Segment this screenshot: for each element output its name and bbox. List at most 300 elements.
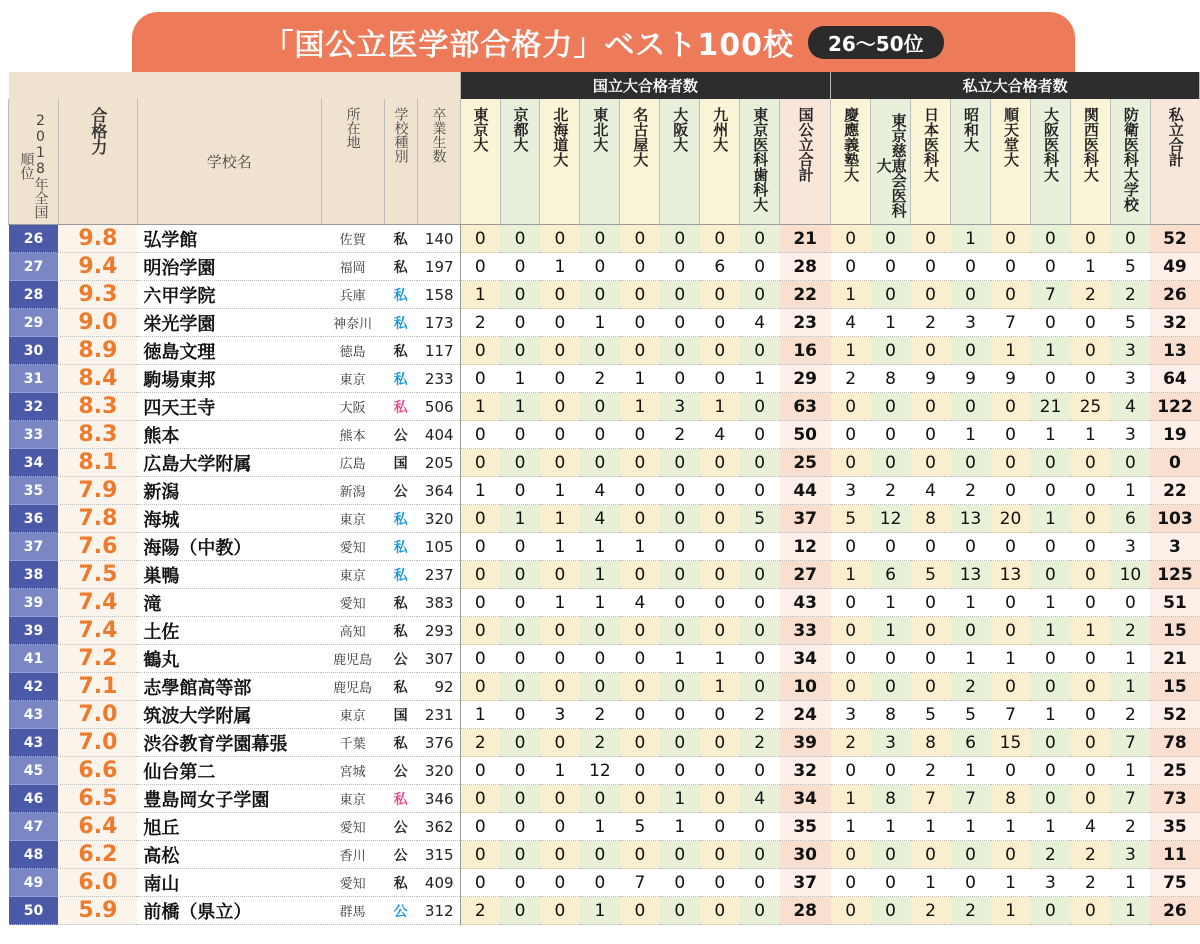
private-count-cell: 0 <box>871 337 911 365</box>
private-count-cell: 0 <box>911 393 951 421</box>
national-count-cell: 0 <box>460 253 500 281</box>
private-count-cell: 0 <box>1070 449 1110 477</box>
private-group-header: 私立大合格者数 <box>831 72 1200 99</box>
national-count-cell: 7 <box>620 869 660 897</box>
graduates-cell: 233 <box>417 365 460 393</box>
national-total-cell: 30 <box>780 841 831 869</box>
national-count-cell: 1 <box>660 813 700 841</box>
national-count-cell: 0 <box>740 253 780 281</box>
national-count-cell: 0 <box>740 281 780 309</box>
private-count-cell: 0 <box>871 841 911 869</box>
school-type-cell: 私 <box>393 399 408 416</box>
prefecture-cell: 東京 <box>339 569 366 584</box>
private-count-cell: 1 <box>1030 337 1070 365</box>
national-count-cell: 2 <box>460 897 500 925</box>
private-count-cell: 0 <box>1070 757 1110 785</box>
rank-cell: 30 <box>9 337 59 365</box>
private-count-cell: 0 <box>1110 449 1150 477</box>
graduates-cell: 383 <box>417 589 460 617</box>
univ-header: 順天堂大 <box>991 99 1031 225</box>
univ-header: 東北大 <box>580 99 620 225</box>
private-count-cell: 0 <box>871 393 911 421</box>
prefecture-cell: 福岡 <box>321 253 384 281</box>
private-count-cell: 5 <box>831 505 871 533</box>
private-count-cell: 0 <box>911 449 951 477</box>
private-count-cell: 0 <box>831 673 871 701</box>
score-cell: 9.3 <box>58 281 137 309</box>
national-count-cell: 2 <box>740 729 780 757</box>
rank-cell: 42 <box>9 673 59 701</box>
private-count-cell: 1 <box>951 813 991 841</box>
score-cell: 9.4 <box>58 253 137 281</box>
national-count-cell: 0 <box>700 841 740 869</box>
rank-cell: 28 <box>9 281 59 309</box>
private-total-cell: 122 <box>1150 393 1199 421</box>
national-count-cell: 0 <box>700 337 740 365</box>
prefecture-cell: 愛知 <box>321 533 384 561</box>
private-count-cell: 1 <box>951 757 991 785</box>
private-total-cell: 21 <box>1150 645 1199 673</box>
national-count-cell: 0 <box>460 757 500 785</box>
private-count-cell: 0 <box>911 337 951 365</box>
national-count-cell: 0 <box>660 673 700 701</box>
private-count-cell: 0 <box>831 533 871 561</box>
private-total-header: 私立合計 <box>1150 99 1199 225</box>
national-count-cell: 0 <box>620 897 660 925</box>
school-type-cell: 私 <box>384 869 417 897</box>
school-type-cell: 私 <box>393 623 408 640</box>
national-count-cell: 0 <box>660 701 700 729</box>
private-count-cell: 3 <box>871 729 911 757</box>
private-total-cell: 52 <box>1150 701 1199 729</box>
private-total-cell: 64 <box>1150 365 1199 393</box>
school-name: 旭丘 <box>137 813 321 841</box>
private-count-cell: 0 <box>991 533 1031 561</box>
private-count-cell: 1 <box>991 813 1031 841</box>
national-count-cell: 0 <box>500 281 540 309</box>
school-name: 弘学館 <box>143 229 198 251</box>
school-header: 学校名 <box>137 99 321 225</box>
school-type-cell: 国 <box>393 455 408 472</box>
national-count-cell: 0 <box>700 449 740 477</box>
private-count-cell: 0 <box>911 645 951 673</box>
national-count-cell: 0 <box>580 449 620 477</box>
rank-header: 2018年全国順位 <box>9 99 59 225</box>
private-count-cell: 0 <box>911 673 951 701</box>
score-cell: 8.9 <box>58 337 137 365</box>
private-count-cell: 0 <box>991 281 1031 309</box>
rank-cell: 45 <box>9 757 59 785</box>
graduates-cell: 237 <box>417 561 460 589</box>
table-row <box>9 561 1200 589</box>
private-total-cell: 78 <box>1150 729 1199 757</box>
national-count-cell: 0 <box>660 477 700 505</box>
national-count-cell: 1 <box>500 393 540 421</box>
univ-header: 京都大 <box>500 99 540 225</box>
table-row <box>9 281 1200 309</box>
national-count-cell: 0 <box>540 281 580 309</box>
national-count-cell: 0 <box>620 477 660 505</box>
national-total-header: 国公立合計 <box>780 99 831 225</box>
school-name: 前橋（県立） <box>143 901 252 923</box>
rank-cell: 41 <box>9 645 59 673</box>
prefecture-cell: 佐賀 <box>339 233 366 248</box>
private-count-cell: 8 <box>911 505 951 533</box>
private-count-cell: 0 <box>831 897 871 925</box>
national-count-cell: 0 <box>660 729 700 757</box>
national-count-cell: 1 <box>460 393 500 421</box>
school-name: 渋谷教育学園幕張 <box>143 733 288 755</box>
table-row <box>9 449 1200 477</box>
school-name: 六甲学院 <box>143 285 216 307</box>
national-count-cell: 0 <box>700 309 740 337</box>
private-count-cell: 0 <box>951 281 991 309</box>
private-count-cell: 0 <box>911 421 951 449</box>
score-header: 合格力 <box>58 99 137 225</box>
private-total-cell: 3 <box>1150 533 1199 561</box>
national-count-cell: 1 <box>580 533 620 561</box>
table-row <box>9 757 1200 785</box>
national-count-cell: 1 <box>580 589 620 617</box>
national-count-cell: 0 <box>580 673 620 701</box>
national-count-cell: 0 <box>740 449 780 477</box>
national-total-cell: 33 <box>780 617 831 645</box>
national-total-cell: 43 <box>780 589 831 617</box>
private-count-cell: 8 <box>871 701 911 729</box>
score-cell: 7.6 <box>58 533 137 561</box>
title-banner <box>132 12 1075 72</box>
score-cell: 8.1 <box>58 449 137 477</box>
private-count-cell: 1 <box>1030 421 1070 449</box>
table-row <box>9 897 1200 925</box>
school-name: 鶴丸 <box>137 645 321 673</box>
national-count-cell: 0 <box>660 365 700 393</box>
prefecture-cell: 千葉 <box>339 737 366 752</box>
national-count-cell: 0 <box>460 225 500 253</box>
national-count-cell: 0 <box>740 561 780 589</box>
private-count-cell: 7 <box>1110 785 1150 813</box>
univ-header: 日本医科大 <box>911 99 951 225</box>
univ-header: 防衛医科大学校 <box>1110 99 1150 225</box>
private-count-cell: 15 <box>991 729 1031 757</box>
private-count-cell: 0 <box>1070 897 1110 925</box>
private-count-cell: 3 <box>831 701 871 729</box>
private-count-cell: 1 <box>831 281 871 309</box>
school-name: 栄光学園 <box>137 309 321 337</box>
private-count-cell: 2 <box>1110 701 1150 729</box>
private-count-cell: 0 <box>1030 645 1070 673</box>
national-count-cell: 0 <box>500 589 540 617</box>
rank-cell: 43 <box>9 729 59 757</box>
graduates-cell: 362 <box>417 813 460 841</box>
private-total-cell: 26 <box>1150 897 1199 925</box>
national-count-cell: 0 <box>620 505 660 533</box>
national-count-cell: 1 <box>620 533 660 561</box>
private-total-cell: 19 <box>1150 421 1199 449</box>
private-count-cell: 1 <box>1110 869 1150 897</box>
national-count-cell: 0 <box>460 813 500 841</box>
national-count-cell: 0 <box>740 477 780 505</box>
national-count-cell: 0 <box>540 365 580 393</box>
private-count-cell: 2 <box>1030 841 1070 869</box>
national-count-cell: 0 <box>460 589 500 617</box>
national-group-header: 国立大合格者数 <box>460 72 831 99</box>
private-count-cell: 0 <box>871 673 911 701</box>
table-row <box>9 589 1200 617</box>
private-count-cell: 0 <box>1110 589 1150 617</box>
private-count-cell: 5 <box>1110 309 1150 337</box>
private-count-cell: 0 <box>871 225 911 253</box>
score-cell: 7.4 <box>58 617 137 645</box>
national-count-cell: 0 <box>660 505 700 533</box>
private-count-cell: 1 <box>1110 477 1150 505</box>
school-name: 豊島岡女子学園 <box>143 789 270 811</box>
private-count-cell: 4 <box>831 309 871 337</box>
national-count-cell: 2 <box>660 421 700 449</box>
grad-header: 卒業生数 <box>417 99 460 225</box>
national-count-cell: 0 <box>460 533 500 561</box>
private-count-cell: 1 <box>1070 421 1110 449</box>
private-count-cell: 0 <box>951 393 991 421</box>
private-count-cell: 0 <box>1030 897 1070 925</box>
national-count-cell: 0 <box>500 253 540 281</box>
private-count-cell: 8 <box>871 365 911 393</box>
private-count-cell: 1 <box>1030 617 1070 645</box>
national-total-cell: 22 <box>780 281 831 309</box>
univ-header: 慶應義塾大 <box>831 99 871 225</box>
national-count-cell: 0 <box>500 477 540 505</box>
national-count-cell: 0 <box>620 701 660 729</box>
private-count-cell: 3 <box>1110 841 1150 869</box>
private-count-cell: 0 <box>951 869 991 897</box>
rank-cell: 39 <box>9 589 59 617</box>
national-count-cell: 0 <box>700 897 740 925</box>
national-count-cell: 0 <box>740 225 780 253</box>
private-count-cell: 1 <box>1070 617 1110 645</box>
graduates-cell: 117 <box>417 337 460 365</box>
school-type-cell: 公 <box>384 477 417 505</box>
national-count-cell: 0 <box>740 757 780 785</box>
private-count-cell: 13 <box>951 505 991 533</box>
private-count-cell: 6 <box>1110 505 1150 533</box>
private-count-cell: 0 <box>911 617 951 645</box>
private-count-cell: 2 <box>831 365 871 393</box>
table-row <box>9 617 1200 645</box>
private-count-cell: 0 <box>911 253 951 281</box>
school-type-cell: 私 <box>384 533 417 561</box>
national-count-cell: 0 <box>460 673 500 701</box>
school-name: 四天王寺 <box>143 397 216 419</box>
national-count-cell: 1 <box>500 365 540 393</box>
score-cell: 8.3 <box>58 393 137 421</box>
national-count-cell: 3 <box>660 393 700 421</box>
graduates-cell: 320 <box>417 505 460 533</box>
private-count-cell: 1 <box>871 309 911 337</box>
national-count-cell: 0 <box>740 673 780 701</box>
private-count-cell: 1 <box>951 225 991 253</box>
national-count-cell: 6 <box>700 253 740 281</box>
prefecture-cell: 広島 <box>339 457 366 472</box>
school-type-cell: 公 <box>384 813 417 841</box>
private-count-cell: 0 <box>831 393 871 421</box>
national-count-cell: 0 <box>540 617 580 645</box>
national-count-cell: 0 <box>620 617 660 645</box>
univ-header: 東京慈恵会医科大 <box>871 99 911 225</box>
private-total-cell: 32 <box>1150 309 1199 337</box>
national-count-cell: 0 <box>620 561 660 589</box>
table-row <box>9 841 1200 869</box>
school-type-cell: 公 <box>384 645 417 673</box>
school-type-cell: 私 <box>393 735 408 752</box>
private-total-cell: 49 <box>1150 253 1199 281</box>
univ-header: 名古屋大 <box>620 99 660 225</box>
private-count-cell: 0 <box>831 841 871 869</box>
private-count-cell: 0 <box>951 533 991 561</box>
private-count-cell: 13 <box>951 561 991 589</box>
prefecture-cell: 東京 <box>339 513 366 528</box>
private-count-cell: 1 <box>831 337 871 365</box>
private-count-cell: 0 <box>1070 477 1110 505</box>
graduates-cell: 105 <box>417 533 460 561</box>
private-count-cell: 0 <box>991 421 1031 449</box>
national-count-cell: 1 <box>580 561 620 589</box>
prefecture-cell: 鹿児島 <box>333 681 373 696</box>
private-count-cell: 0 <box>991 477 1031 505</box>
national-count-cell: 0 <box>500 841 540 869</box>
private-count-cell: 2 <box>1110 813 1150 841</box>
rank-cell: 26 <box>9 225 59 253</box>
national-count-cell: 0 <box>500 617 540 645</box>
rank-cell: 38 <box>9 561 59 589</box>
private-count-cell: 7 <box>1110 729 1150 757</box>
national-count-cell: 0 <box>540 729 580 757</box>
private-count-cell: 1 <box>991 645 1031 673</box>
univ-header: 北海道大 <box>540 99 580 225</box>
private-total-cell: 125 <box>1150 561 1199 589</box>
national-count-cell: 1 <box>700 645 740 673</box>
national-count-cell: 0 <box>700 561 740 589</box>
private-count-cell: 12 <box>871 505 911 533</box>
national-count-cell: 0 <box>580 869 620 897</box>
private-count-cell: 0 <box>1030 225 1070 253</box>
private-count-cell: 1 <box>1030 701 1070 729</box>
national-count-cell: 1 <box>460 281 500 309</box>
prefecture-cell: 新潟 <box>321 477 384 505</box>
private-count-cell: 0 <box>831 225 871 253</box>
private-count-cell: 9 <box>911 365 951 393</box>
national-count-cell: 2 <box>460 309 500 337</box>
national-count-cell: 0 <box>700 281 740 309</box>
national-count-cell: 0 <box>700 729 740 757</box>
national-total-cell: 24 <box>780 701 831 729</box>
private-count-cell: 0 <box>1030 673 1070 701</box>
national-count-cell: 0 <box>540 897 580 925</box>
school-name: 明治学園 <box>137 253 321 281</box>
private-count-cell: 0 <box>991 617 1031 645</box>
national-count-cell: 0 <box>660 449 700 477</box>
rank-cell: 37 <box>9 533 59 561</box>
national-count-cell: 0 <box>460 449 500 477</box>
national-count-cell: 0 <box>620 673 660 701</box>
private-total-cell: 11 <box>1150 841 1199 869</box>
private-count-cell: 1 <box>831 813 871 841</box>
score-cell: 7.0 <box>58 701 137 729</box>
private-count-cell: 7 <box>991 309 1031 337</box>
national-count-cell: 0 <box>740 841 780 869</box>
private-count-cell: 1 <box>1110 897 1150 925</box>
private-count-cell: 0 <box>1070 729 1110 757</box>
private-count-cell: 0 <box>871 449 911 477</box>
national-count-cell: 0 <box>460 365 500 393</box>
rank-range-badge: 26～50位 <box>808 26 944 59</box>
national-count-cell: 5 <box>740 505 780 533</box>
national-total-cell: 23 <box>780 309 831 337</box>
private-count-cell: 1 <box>1110 645 1150 673</box>
school-type-cell: 公 <box>384 421 417 449</box>
table-row <box>9 645 1200 673</box>
national-total-cell: 21 <box>780 225 831 253</box>
table-row <box>9 309 1200 337</box>
private-count-cell: 0 <box>831 421 871 449</box>
national-count-cell: 0 <box>460 785 500 813</box>
school-name: 高松 <box>143 845 180 867</box>
national-count-cell: 0 <box>500 645 540 673</box>
private-count-cell: 0 <box>991 449 1031 477</box>
private-count-cell: 0 <box>1070 505 1110 533</box>
national-count-cell: 1 <box>620 393 660 421</box>
private-count-cell: 9 <box>991 365 1031 393</box>
private-count-cell: 0 <box>991 393 1031 421</box>
table-row <box>9 673 1200 701</box>
national-count-cell: 0 <box>660 253 700 281</box>
prefecture-cell: 宮城 <box>321 757 384 785</box>
national-count-cell: 0 <box>660 281 700 309</box>
national-count-cell: 0 <box>740 617 780 645</box>
table-row <box>9 253 1200 281</box>
national-count-cell: 0 <box>540 813 580 841</box>
rank-cell: 49 <box>9 869 59 897</box>
private-count-cell: 25 <box>1070 393 1110 421</box>
private-count-cell: 1 <box>871 813 911 841</box>
national-count-cell: 0 <box>740 589 780 617</box>
private-count-cell: 0 <box>1070 645 1110 673</box>
private-count-cell: 0 <box>1030 309 1070 337</box>
national-count-cell: 1 <box>700 393 740 421</box>
table-row <box>9 533 1200 561</box>
univ-header: 大阪大 <box>660 99 700 225</box>
table-row <box>9 477 1200 505</box>
national-count-cell: 0 <box>500 701 540 729</box>
private-total-cell: 13 <box>1150 337 1199 365</box>
national-count-cell: 0 <box>700 365 740 393</box>
national-count-cell: 0 <box>740 533 780 561</box>
private-count-cell: 5 <box>911 561 951 589</box>
graduates-cell: 506 <box>417 393 460 421</box>
national-count-cell: 2 <box>580 729 620 757</box>
private-count-cell: 1 <box>831 785 871 813</box>
national-count-cell: 0 <box>660 225 700 253</box>
private-count-cell: 0 <box>1070 533 1110 561</box>
private-count-cell: 9 <box>951 365 991 393</box>
score-cell: 6.4 <box>58 813 137 841</box>
univ-header: 関西医科大 <box>1070 99 1110 225</box>
graduates-cell: 92 <box>417 673 460 701</box>
prefecture-cell: 香川 <box>339 849 366 864</box>
graduates-cell: 409 <box>417 869 460 897</box>
national-count-cell: 4 <box>740 309 780 337</box>
private-count-cell: 0 <box>1030 561 1070 589</box>
private-count-cell: 0 <box>1030 785 1070 813</box>
